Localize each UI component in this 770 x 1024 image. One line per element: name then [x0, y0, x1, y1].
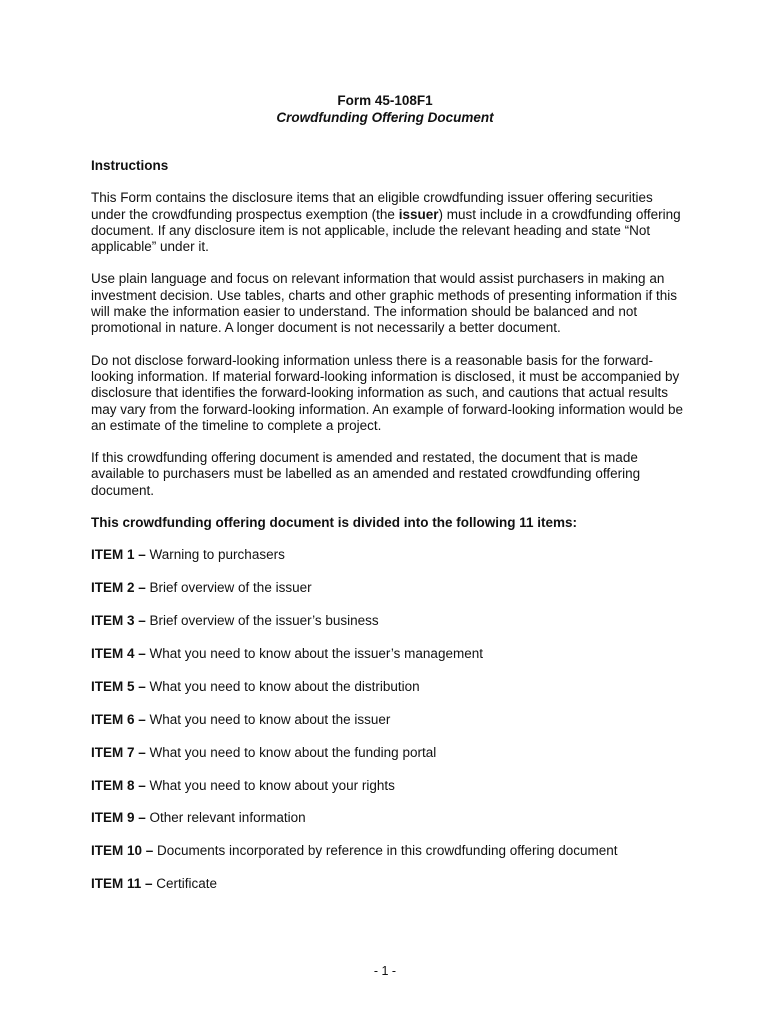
- item-label: ITEM 4 –: [91, 646, 146, 662]
- item-label: ITEM 3 –: [91, 613, 146, 629]
- item-text: What you need to know about the issuer: [145, 711, 391, 727]
- list-item: [91, 810, 691, 826]
- instructions-paragraph-4: If this crowdfunding offering document is amended and restated, the document that is made available to purchasers must be labelled as an amended and restated crowdfunding offering document.: [91, 450, 641, 498]
- item-text: What you need to know about your rights: [145, 777, 395, 793]
- item-label: ITEM 7 –: [91, 744, 146, 760]
- item-text: Documents incorporated by reference in this crowdfunding offering document: [153, 843, 618, 859]
- paragraph-1-text-end: ) must include in a crowdfunding offering document. If any disclosure item is not applicable, include the relevant heading and state “Not applicable” under it.: [91, 206, 681, 255]
- item-label: ITEM 6 –: [91, 711, 146, 727]
- list-item: [91, 745, 691, 761]
- item-label: ITEM 1 –: [91, 547, 146, 563]
- list-item: [91, 646, 691, 662]
- items-intro: This crowdfunding offering document is divided into the following 11 items:: [91, 515, 578, 531]
- item-text: Certificate: [152, 876, 218, 892]
- instructions-paragraph-1: [91, 190, 691, 255]
- item-text: Other relevant information: [145, 810, 306, 826]
- list-item: [91, 613, 691, 629]
- form-name: Crowdfunding Offering Document: [276, 110, 494, 125]
- item-text: Brief overview of the issuer: [145, 580, 312, 596]
- list-item: [91, 712, 691, 728]
- item-text: Brief overview of the issuer’s business: [145, 613, 379, 629]
- item-label: ITEM 2 –: [91, 580, 146, 596]
- instructions-paragraph-2: Use plain language and focus on relevant information that would assist purchasers in making an investment decision. Use tables, charts and other graphic methods of presenting information if this will make the information easier to understand. The information should be balanced and not promotional in nature. A longer document is not necessarily a better document.: [91, 271, 678, 336]
- item-text: What you need to know about the issuer’s management: [145, 646, 483, 662]
- instructions-heading: Instructions: [91, 158, 169, 173]
- list-item: [91, 876, 691, 892]
- item-label: ITEM 10 –: [91, 843, 154, 859]
- form-number: Form 45-108F1: [337, 93, 433, 108]
- item-text: What you need to know about the distribution: [145, 678, 420, 694]
- item-label: ITEM 11 –: [91, 876, 153, 892]
- item-label: ITEM 5 –: [91, 678, 146, 694]
- item-text: Warning to purchasers: [145, 547, 285, 563]
- document-body: [91, 158, 691, 909]
- instructions-paragraph-3: Do not disclose forward-looking information unless there is a reasonable basis for the forward-looking information. If material forward-looking information is disclosed, it must be accompanied by disclosure that identifies the forward-looking information as such, and cautions that actual results may vary from the forward-looking information. An example of forward-looking information would be an estimate of the timeline to complete a project.: [91, 352, 684, 433]
- list-item: [91, 679, 691, 695]
- list-item: [91, 547, 691, 563]
- title-block: [0, 92, 770, 126]
- item-label: ITEM 8 –: [91, 777, 146, 793]
- list-item: [91, 843, 691, 859]
- list-item: [91, 580, 691, 596]
- page-number: - 1 -: [373, 964, 397, 978]
- item-text: What you need to know about the funding portal: [145, 744, 437, 760]
- list-item: [91, 778, 691, 794]
- issuer-defined-term: issuer: [398, 206, 439, 222]
- paragraph-1-text-start: This Form contains the disclosure items that an eligible crowdfunding issuer offering securities under the crowdfunding prospectus exemption (the: [91, 190, 653, 222]
- item-label: ITEM 9 –: [91, 810, 146, 826]
